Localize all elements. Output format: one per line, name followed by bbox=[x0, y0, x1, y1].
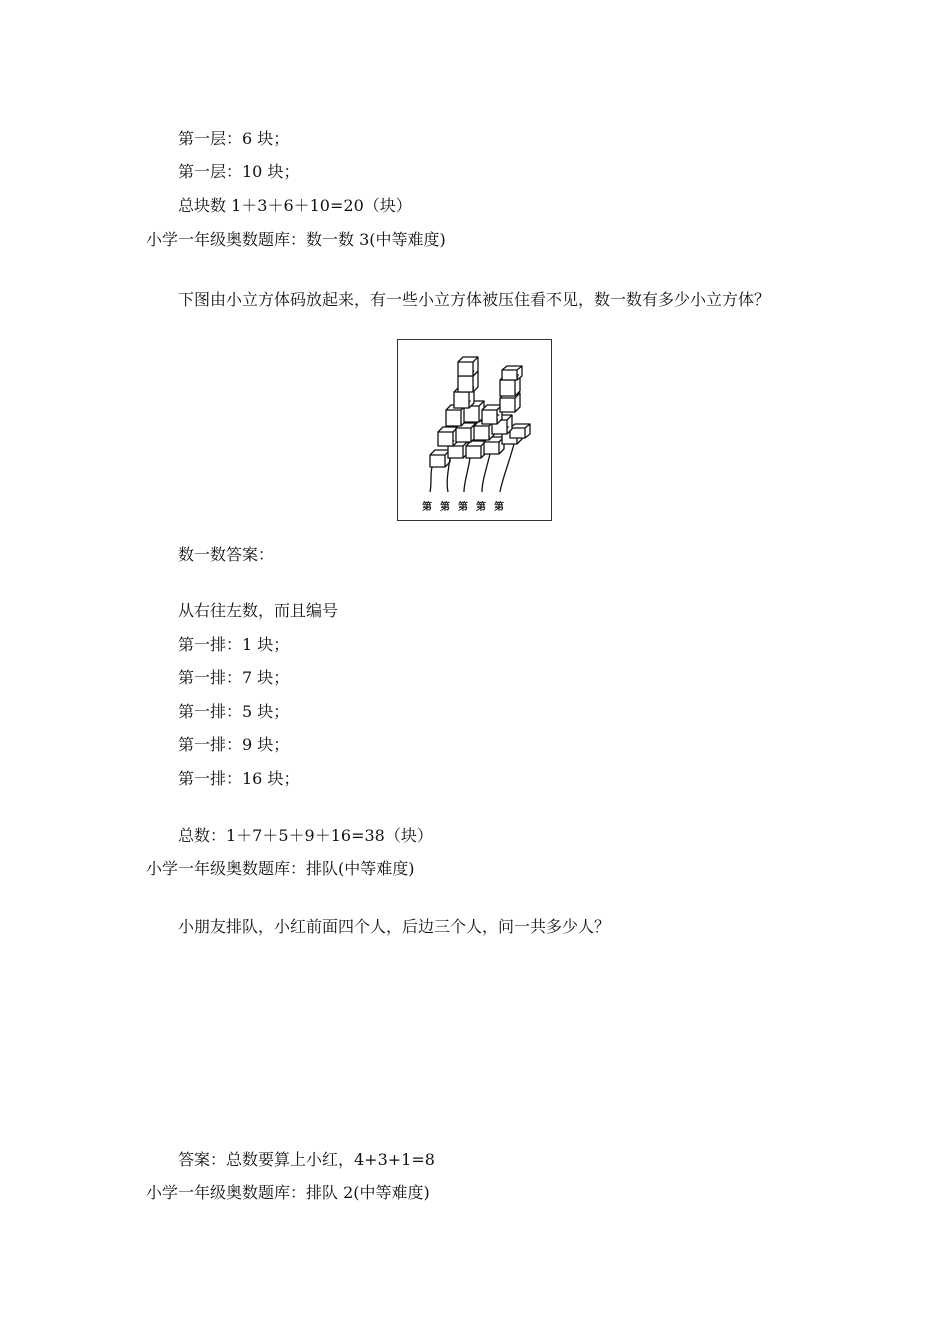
answer-line: 第一排：9 块； bbox=[178, 735, 290, 754]
section-heading: 小学一年级奥数题库：排队(中等难度) bbox=[146, 859, 415, 878]
text-line: 第一层：10 块； bbox=[178, 162, 300, 181]
question-text: 小朋友排队，小红前面四个人，后边三个人，问一共多少人？ bbox=[178, 917, 611, 936]
answer-line: 答案：总数要算上小红，4+3+1=8 bbox=[178, 1150, 435, 1169]
figure-label: 第 bbox=[422, 502, 432, 513]
figure-label: 第 bbox=[440, 502, 450, 513]
figure-label: 第 bbox=[494, 502, 504, 513]
section-heading: 小学一年级奥数题库：数一数 3(中等难度) bbox=[146, 230, 446, 249]
answer-line: 第一排：7 块； bbox=[178, 668, 290, 687]
answer-line: 第一排：5 块； bbox=[178, 702, 290, 721]
cubes-illustration bbox=[398, 340, 551, 520]
figure-label: 第 bbox=[458, 502, 468, 513]
stacked-cubes-figure bbox=[397, 339, 552, 521]
answer-line: 第一排：16 块； bbox=[178, 769, 300, 788]
total-line: 总数：1＋7＋5＋9＋16=38（块） bbox=[178, 826, 433, 845]
answer-line: 第一排：1 块； bbox=[178, 635, 290, 654]
answer-title: 数一数答案： bbox=[178, 545, 275, 564]
text-line: 总块数 1＋3＋6＋10=20（块） bbox=[178, 196, 412, 215]
section-heading: 小学一年级奥数题库：排队 2(中等难度) bbox=[146, 1183, 430, 1202]
text-line: 第一层：6 块； bbox=[178, 129, 290, 148]
figure-label: 第 bbox=[476, 502, 486, 513]
answer-line: 从右往左数，而且编号 bbox=[178, 601, 339, 620]
question-text: 下图由小立方体码放起来，有一些小立方体被压住看不见，数一数有多少小立方体？ bbox=[178, 290, 771, 309]
